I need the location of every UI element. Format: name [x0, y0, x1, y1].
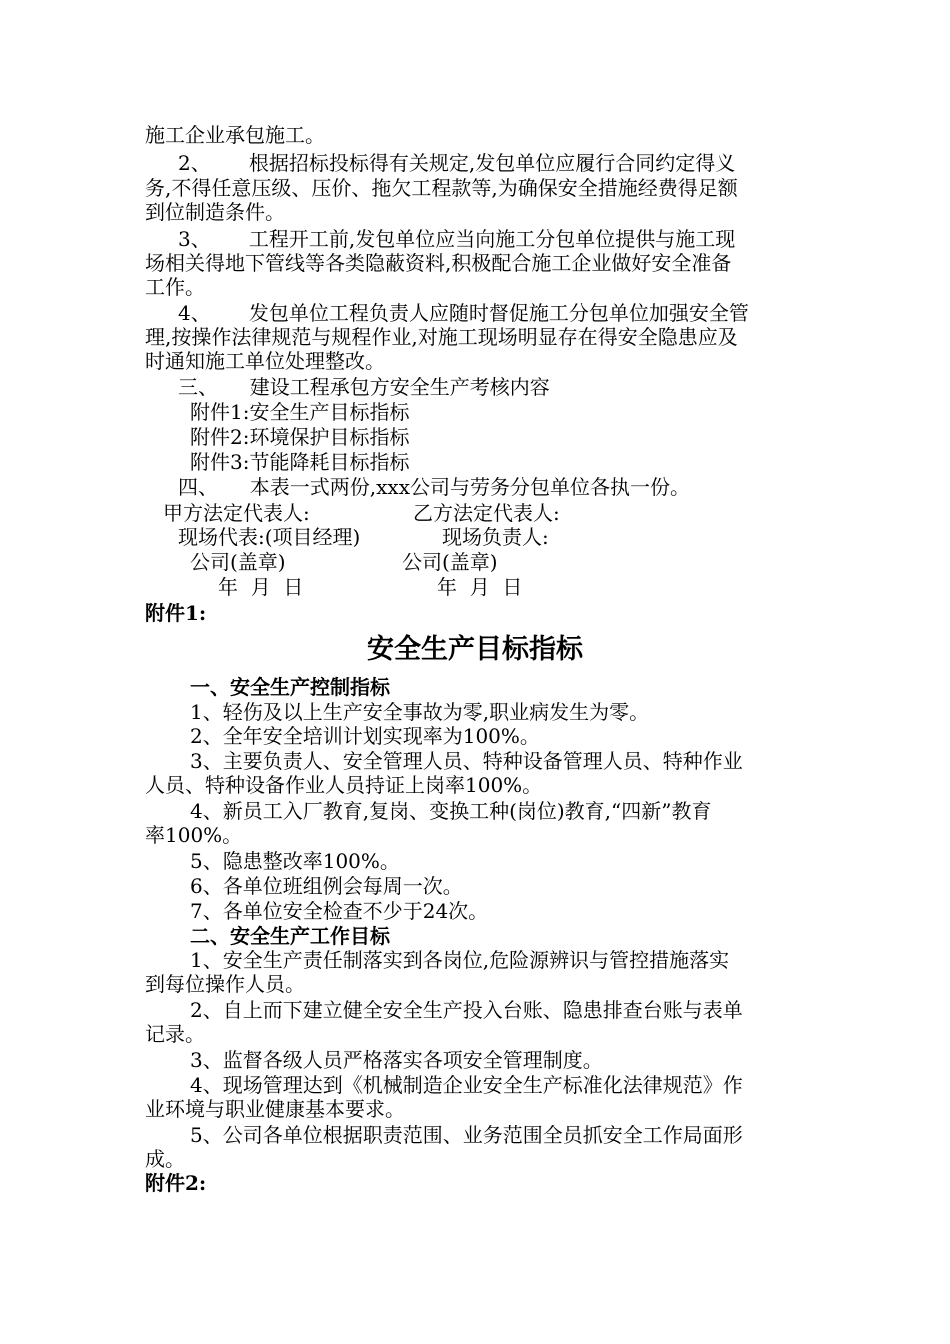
section-heading: 四、 本表一式两份,xxx公司与劳务分包单位各执一份。 [178, 475, 690, 499]
text-line: 到位制造条件。 [145, 200, 285, 224]
list-item: 6、各单位班组例会每周一次。 [190, 874, 463, 898]
attachment-list-item: 附件2:环境保护目标指标 [190, 425, 410, 449]
text-line: 务,不得任意压级、压价、拖欠工程款等,为确保安全措施经费得足额 [145, 176, 738, 200]
list-item: 3、主要负责人、安全管理人员、特种设备管理人员、特种作业 [190, 749, 743, 773]
list-item-cont: 人员、特种设备作业人员持证上岗率100%。 [145, 773, 543, 797]
list-item: 4、现场管理达到《机械制造企业安全生产标准化法律规范》作 [190, 1073, 743, 1097]
list-item: 7、各单位安全检查不少于24次。 [190, 899, 489, 923]
list-item-cont: 成。 [145, 1147, 185, 1171]
text-line: 理,按操作法律规范与规程作业,对施工现场明显存在得安全隐患应及 [145, 325, 738, 349]
text-line: 施工企业承包施工。 [145, 123, 325, 147]
list-item: 5、隐患整改率100%。 [190, 849, 400, 873]
list-item: 4、新员工入厂教育,复岗、变换工种(岗位)教育,“四新”教育 [190, 799, 712, 823]
attachment-list-item: 附件3:节能降耗目标指标 [190, 450, 410, 474]
attachment-title: 安全生产目标指标 [367, 634, 583, 665]
attachment-label: 附件1: [145, 601, 207, 625]
attachment-list-item: 附件1:安全生产目标指标 [190, 400, 410, 424]
list-item: 2、自上而下建立健全安全生产投入台账、隐患排查台账与表单 [190, 998, 743, 1022]
list-item: 1、轻伤及以上生产安全事故为零,职业病发生为零。 [190, 700, 650, 724]
list-item-cont: 业环境与职业健康基本要求。 [145, 1097, 405, 1121]
list-item: 5、公司各单位根据职责范围、业务范围全员抓安全工作局面形 [190, 1123, 743, 1147]
attachment-label: 附件2: [145, 1171, 207, 1195]
party-b-date: 年 月 日 [437, 575, 523, 599]
party-a-site-rep: 现场代表:(项目经理) [178, 525, 361, 549]
list-item: 3、监督各级人员严格落实各项安全管理制度。 [190, 1048, 603, 1072]
party-b-seal: 公司(盖章) [402, 550, 498, 574]
list-item-cont: 率100%。 [145, 823, 243, 847]
text-line: 4、 发包单位工程负责人应随时督促施工分包单位加强安全管 [178, 301, 749, 325]
list-item: 2、全年安全培训计划实现率为100%。 [190, 724, 540, 748]
party-b-site-rep: 现场负责人: [442, 525, 549, 549]
party-a-representative: 甲方法定代表人: [163, 501, 310, 525]
text-line: 场相关得地下管线等各类隐蔽资料,积极配合施工企业做好安全准备 [145, 251, 732, 275]
text-line: 工作。 [145, 275, 205, 299]
subsection-heading: 一、安全生产控制指标 [190, 675, 390, 699]
section-heading: 三、 建设工程承包方安全生产考核内容 [178, 375, 550, 399]
party-b-representative: 乙方法定代表人: [413, 501, 560, 525]
list-item-cont: 到每位操作人员。 [145, 972, 305, 996]
list-item: 1、安全生产责任制落实到各岗位,危险源辨识与管控措施落实 [190, 948, 730, 972]
text-line: 3、 工程开工前,发包单位应当向施工分包单位提供与施工现 [178, 227, 736, 251]
party-a-seal: 公司(盖章) [190, 550, 286, 574]
list-item-cont: 记录。 [145, 1022, 205, 1046]
text-line: 2、 根据招标投标得有关规定,发包单位应履行合同约定得义 [178, 151, 736, 175]
party-a-date: 年 月 日 [218, 575, 304, 599]
subsection-heading: 二、安全生产工作目标 [190, 924, 390, 948]
text-line: 时通知施工单位处理整改。 [145, 349, 385, 373]
